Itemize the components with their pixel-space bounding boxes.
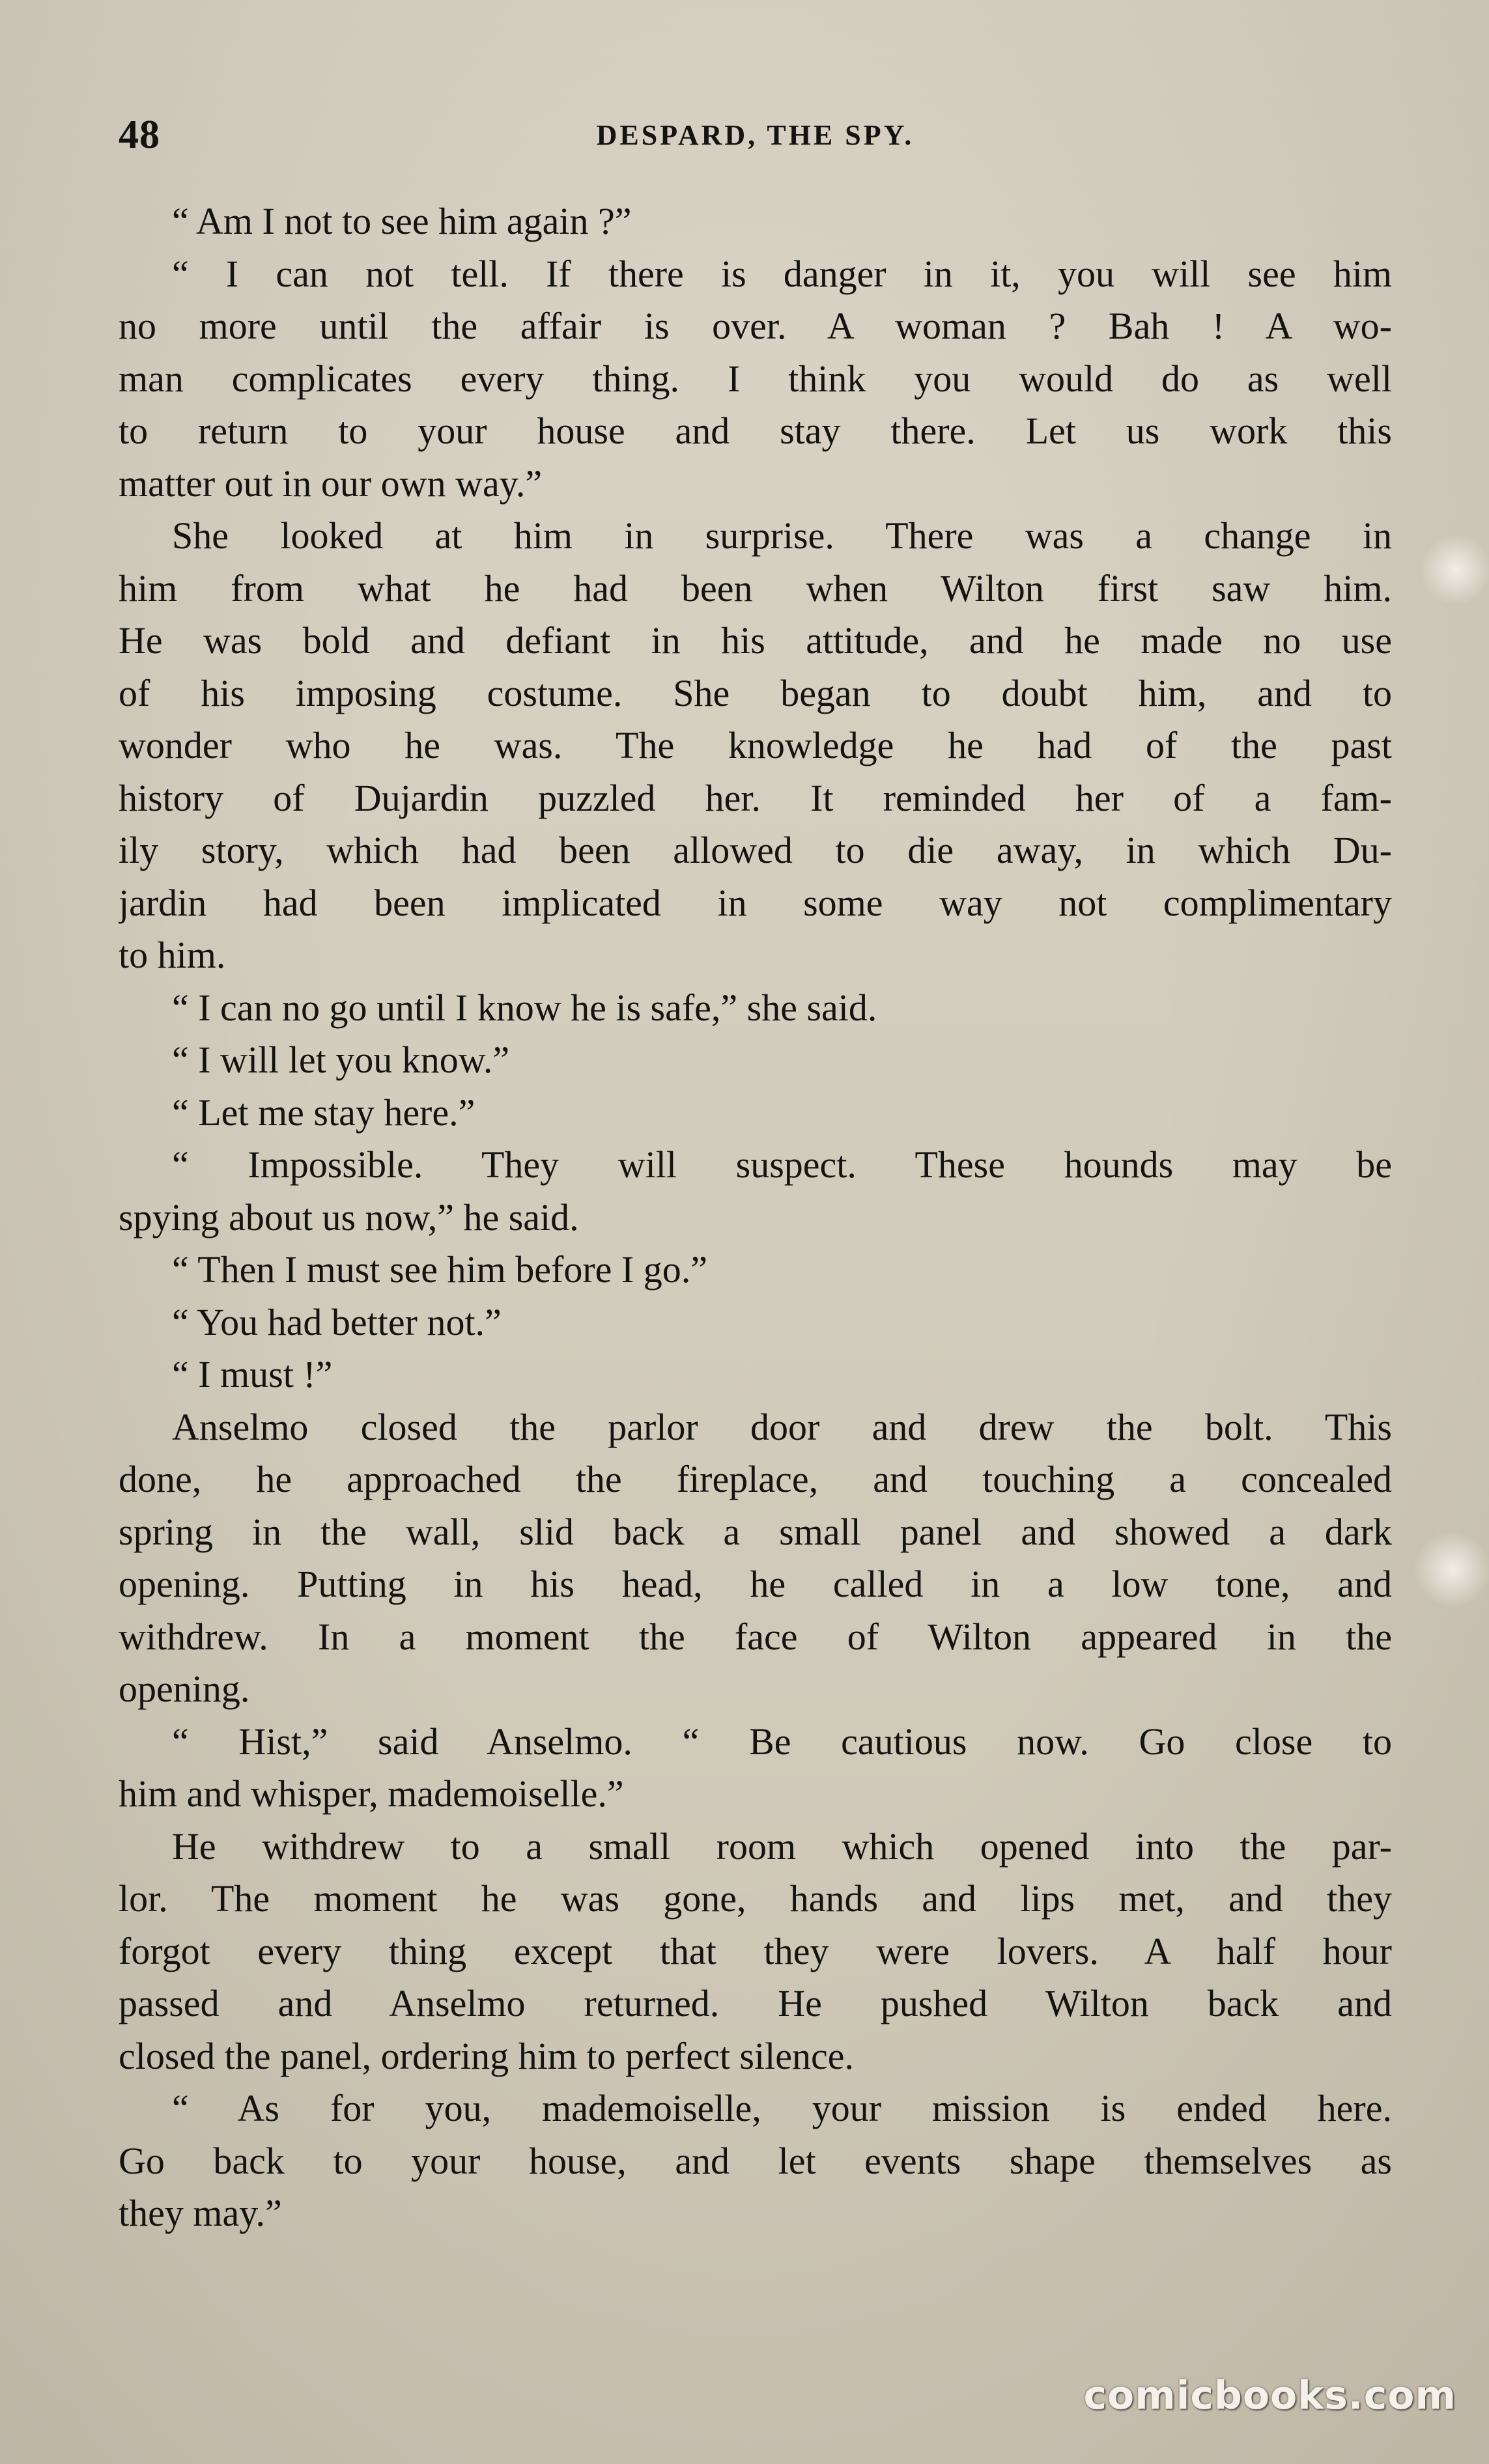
paper-spot [1420,534,1489,606]
text-line: done, he approached the fireplace, and touching a concealed [119,1458,1392,1500]
text-line: “ Then I must see him before I go.” [172,1248,707,1291]
text-line: ily story, which had been allowed to die away, in which Du- [119,829,1392,871]
page-number: 48 [119,113,160,157]
text-line: of his imposing costume. She began to doubt him, and to [119,671,1392,714]
text-line: Anselmo closed the parlor door and drew the bolt. This [172,1405,1392,1448]
paper-spot [1413,1530,1489,1608]
text-line: him from what he had been when Wilton first saw him. [119,567,1392,609]
text-line: “ As for you, mademoiselle, your mission is ended here. [172,2087,1392,2129]
text-line: He withdrew to a small room which opened into the par- [172,1825,1392,1868]
text-line: “ Hist,” said Anselmo. “ Be cautious now. Go close to [172,1720,1392,1763]
text-line: spying about us now,” he said. [119,1196,579,1239]
text-line: “ Am I not to see him again ?” [172,200,632,242]
watermark: comicbooks.com [1083,2373,1456,2418]
text-line: He was bold and defiant in his attitude, and he made no use [119,619,1392,662]
text-line: opening. Putting in his head, he called in a low tone, and [119,1563,1392,1605]
text-line: history of Dujardin puzzled her. It reminded her of a fam- [119,776,1392,819]
text-line: withdrew. In a moment the face of Wilton appeared in the [119,1615,1392,1658]
text-line: to him. [119,934,226,976]
text-line: “ Let me stay here.” [172,1091,475,1134]
text-line: passed and Anselmo returned. He pushed Wilton back and [119,1982,1392,2024]
running-title: DESPARD, THE SPY. [596,119,915,151]
text-line: to return to your house and stay there. Let us work this [119,410,1392,452]
text-line: lor. The moment he was gone, hands and lips met, and they [119,1877,1392,1920]
text-line: they may.” [119,2192,282,2234]
text-line: matter out in our own way.” [119,462,543,505]
text-line: Go back to your house, and let events shape themselves as [119,2139,1392,2182]
text-line: She looked at him in surprise. There was a change in [172,514,1392,557]
text-line: “ I must !” [172,1353,333,1395]
page-header [119,104,1392,163]
text-line: “ I can no go until I know he is safe,” she said. [172,986,877,1029]
text-line: spring in the wall, slid back a small panel and showed a dark [119,1510,1392,1553]
text-line: wonder who he was. The knowledge he had of the past [119,724,1392,766]
text-line: opening. [119,1668,250,1710]
text-line: jardin had been implicated in some way not complimentary [119,881,1392,924]
text-line: closed the panel, ordering him to perfect silence. [119,2034,854,2077]
text-line: “ I will let you know.” [172,1039,510,1081]
text-line: “ You had better not.” [172,1300,502,1343]
text-line: forgot every thing except that they were lovers. A half hour [119,1929,1392,1972]
text-line: no more until the affair is over. A woman ? Bah ! A wo- [119,305,1392,347]
text-line: him and whisper, mademoiselle.” [119,1772,624,1815]
text-line: “ I can not tell. If there is danger in it, you will see him [172,252,1392,295]
body-text [119,195,1392,2240]
text-line: “ Impossible. They will suspect. These hounds may be [172,1143,1392,1186]
text-line: man complicates every thing. I think you would do as well [119,357,1392,400]
